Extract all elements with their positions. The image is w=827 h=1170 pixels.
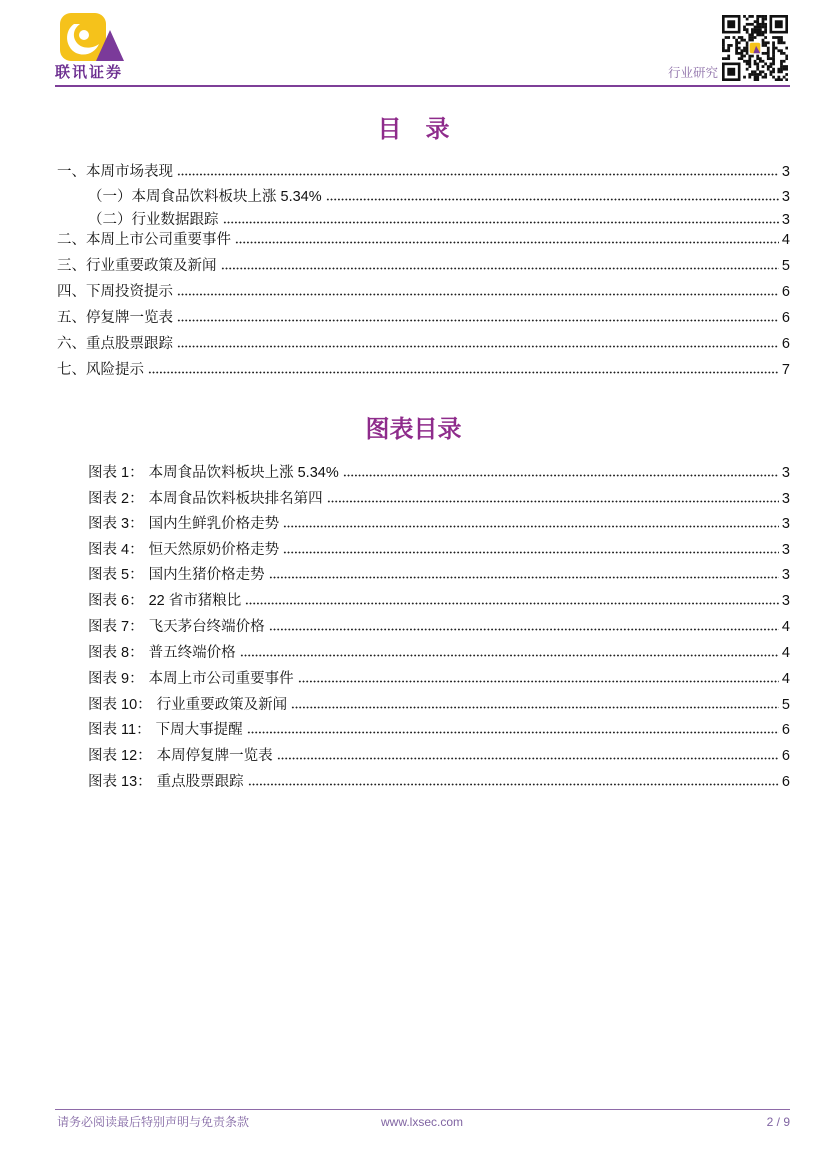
toc-entry-title: （二）行业数据跟踪 (88, 212, 219, 228)
figure-entry[interactable] (88, 747, 790, 765)
figure-entry-page: 3 (781, 593, 790, 609)
toc-entry-page: 5 (781, 258, 790, 274)
dot-leader (327, 498, 779, 503)
figure-entry-title: 本周食品饮料板块排名第四 (148, 491, 323, 507)
figure-entry-page: 3 (781, 542, 790, 558)
dot-leader (221, 265, 779, 270)
dot-leader (326, 196, 779, 201)
toc-entry[interactable] (57, 231, 790, 249)
footer-disclaimer: 请务必阅读最后特别声明与免责条款 (57, 1115, 250, 1129)
qr-code-icon (722, 15, 788, 81)
figure-entry-title: 22 省市猪粮比 (148, 593, 242, 609)
figure-entry-label: 图表 5： (88, 567, 144, 583)
toc-entry[interactable] (88, 188, 790, 206)
toc-entry-page: 4 (781, 232, 790, 248)
figure-entry-label: 图表 11： (88, 722, 151, 738)
dot-leader (177, 343, 779, 348)
footer-rule (55, 1109, 790, 1110)
toc-entry-page: 7 (781, 362, 790, 378)
header-rule (55, 85, 790, 87)
toc-entry-title: 三、行业重要政策及新闻 (57, 258, 217, 274)
figures-heading: 图表目录 (365, 416, 462, 443)
figure-entry[interactable] (88, 515, 790, 533)
figure-entry[interactable] (88, 644, 790, 662)
figure-entry-label: 图表 2： (88, 491, 144, 507)
toc-entry-title: 五、停复牌一览表 (57, 310, 173, 326)
figure-entry[interactable] (88, 566, 790, 584)
figure-entry-title: 国内生鲜乳价格走势 (148, 516, 280, 532)
figure-entry-page: 4 (781, 619, 790, 635)
toc-entry-page: 6 (781, 284, 790, 300)
dot-leader (247, 729, 779, 734)
footer-website: www.lxsec.com (381, 1115, 464, 1129)
figure-entry-label: 图表 9： (88, 671, 144, 687)
toc-entry[interactable] (57, 163, 790, 181)
dot-leader (245, 600, 779, 605)
toc-entry-title: 七、风险提示 (57, 362, 144, 378)
figure-entry[interactable] (88, 670, 790, 688)
figure-entry-label: 图表 12： (88, 748, 152, 764)
figure-entry-page: 4 (781, 671, 790, 687)
dot-leader (248, 781, 779, 786)
toc-entry[interactable] (57, 361, 790, 379)
toc-entry-page: 6 (781, 310, 790, 326)
dot-leader (177, 317, 779, 322)
toc-entry[interactable] (57, 309, 790, 327)
figure-entry-title: 本周上市公司重要事件 (148, 671, 294, 687)
dot-leader (343, 472, 779, 477)
toc-entry-page: 3 (781, 189, 790, 205)
toc-entry-title: 六、重点股票跟踪 (57, 336, 173, 352)
toc-entry[interactable] (88, 211, 790, 229)
toc-entry-title: （一）本周食品饮料板块上涨 5.34% (88, 189, 322, 205)
toc-entry-title: 四、下周投资提示 (57, 284, 173, 300)
company-logo-icon (57, 11, 125, 65)
figure-entry-title: 本周食品饮料板块上涨 5.34% (148, 465, 339, 481)
toc-entry[interactable] (57, 335, 790, 353)
figure-entry-title: 本周停复牌一览表 (156, 748, 273, 764)
dot-leader (277, 755, 779, 760)
figure-entry[interactable] (88, 773, 790, 791)
dot-leader (283, 549, 779, 554)
figure-entry-page: 3 (781, 567, 790, 583)
toc-entry-page: 6 (781, 336, 790, 352)
figure-entry-title: 下周大事提醒 (155, 722, 243, 738)
dot-leader (177, 171, 779, 176)
figure-entry-page: 4 (781, 645, 790, 661)
figure-entry-title: 恒天然原奶价格走势 (148, 542, 280, 558)
dot-leader (298, 678, 779, 683)
logo-wordmark: 联讯证券 (55, 64, 124, 81)
toc-entry-title: 一、本周市场表现 (57, 164, 173, 180)
figure-entry-label: 图表 1： (88, 465, 144, 481)
figure-entry-label: 图表 7： (88, 619, 144, 635)
toc-entry-page: 3 (781, 212, 790, 228)
figure-entry-page: 3 (781, 516, 790, 532)
figure-entry-page: 5 (781, 697, 790, 713)
figure-entry-page: 6 (781, 722, 790, 738)
figure-entry[interactable] (88, 618, 790, 636)
figure-entry[interactable] (88, 490, 790, 508)
figure-entry-title: 普五终端价格 (148, 645, 236, 661)
dot-leader (223, 219, 779, 224)
figure-entry-label: 图表 10： (88, 697, 152, 713)
toc-entry[interactable] (57, 257, 790, 275)
dot-leader (148, 369, 779, 374)
figure-entry-label: 图表 4： (88, 542, 144, 558)
figure-entry-page: 6 (781, 774, 790, 790)
figure-entry-page: 3 (781, 465, 790, 481)
figure-entry[interactable] (88, 541, 790, 559)
figure-entry[interactable] (88, 721, 790, 739)
section-label: 行业研究 (668, 66, 719, 80)
figure-entry[interactable] (88, 592, 790, 610)
footer-page-indicator: 2 / 9 (766, 1115, 790, 1129)
figure-entry-page: 6 (781, 748, 790, 764)
toc-entry-page: 3 (781, 164, 790, 180)
figure-entry-label: 图表 6： (88, 593, 144, 609)
figure-entry[interactable] (88, 464, 790, 482)
figure-entry-title: 飞天茅台终端价格 (148, 619, 265, 635)
toc-entry-title: 二、本周上市公司重要事件 (57, 232, 231, 248)
figure-entry-label: 图表 3： (88, 516, 144, 532)
dot-leader (235, 239, 779, 244)
figure-entry[interactable] (88, 696, 790, 714)
dot-leader (240, 652, 779, 657)
dot-leader (283, 523, 779, 528)
dot-leader (269, 626, 779, 631)
dot-leader (269, 574, 779, 579)
figure-entry-label: 图表 13： (88, 774, 152, 790)
figure-entry-title: 重点股票跟踪 (156, 774, 244, 790)
dot-leader (177, 291, 779, 296)
figure-entry-label: 图表 8： (88, 645, 144, 661)
dot-leader (291, 704, 779, 709)
figure-entry-title: 行业重要政策及新闻 (156, 697, 288, 713)
figure-entry-page: 3 (781, 491, 790, 507)
toc-entry[interactable] (57, 283, 790, 301)
figure-entry-title: 国内生猪价格走势 (148, 567, 265, 583)
toc-heading: 目 录 (377, 116, 450, 143)
